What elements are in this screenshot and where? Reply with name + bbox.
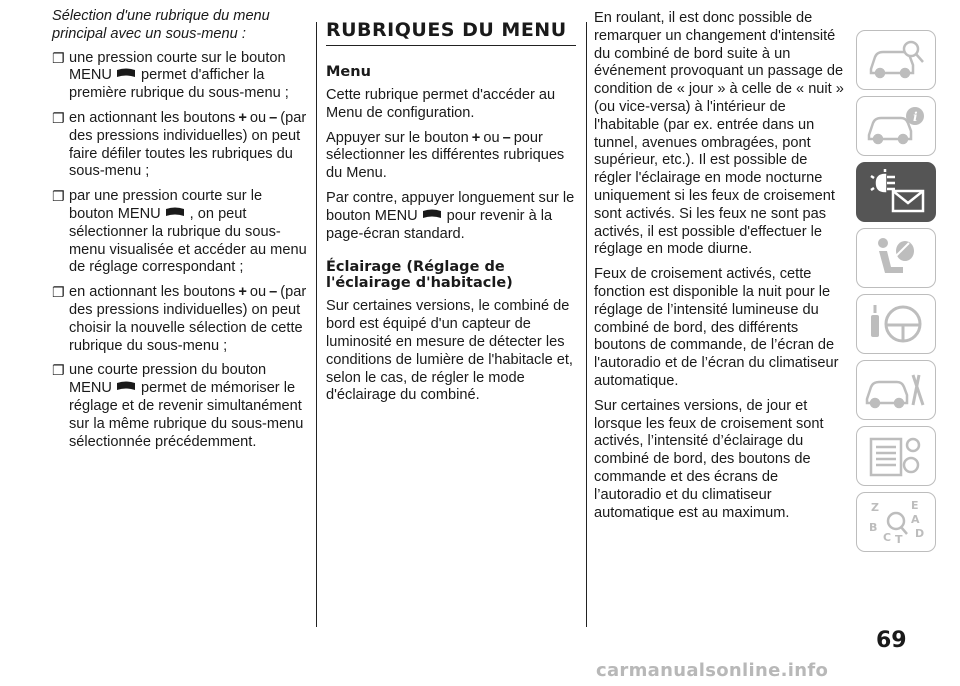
lighting-heading: Éclairage (Réglage de l'éclairage d'habitacle) (326, 259, 513, 292)
column-divider (316, 22, 317, 627)
menu-heading: Menu (326, 64, 371, 80)
submenu-intro: Sélection d'une rubrique du menu principal avec un sous-menu : (52, 8, 270, 42)
tab-driving[interactable] (856, 294, 936, 354)
list-item: ❐ par une pression courte sur le bouton MENU , on peut sélectionner la rubrique du sous-menu visualisée et accéder au menu de réglage correspondant ; (52, 188, 307, 276)
menu-button-icon (421, 209, 443, 221)
page-number: 69 (876, 628, 907, 653)
list-item: ❐ une courte pression du bouton MENU permet de mémoriser le réglage et de revenir simultanément sur la même rubrique du sous-menu sélectionnée précédemment. (52, 362, 304, 450)
car-tools-icon (863, 365, 929, 415)
tab-car-info[interactable] (856, 96, 936, 156)
checkbox-bullet-icon: ❐ (52, 284, 65, 301)
specs-gear-icon (863, 431, 929, 481)
list-item: ❐ en actionnant les boutons + ou – (par des pressions individuelles) on peut choisir la nouvelle sélection de cette rubrique du sous-menu ; (52, 284, 307, 354)
tab-index[interactable] (856, 492, 936, 552)
checkbox-bullet-icon: ❐ (52, 109, 65, 126)
steering-wheel-icon (863, 299, 929, 349)
right-paragraph-1: En roulant, il est donc possible de remarquer un changement d'intensité du combiné de bord suite à un événement provoquant un passage de condition de « jour » à celle de « nuit » (ou vice-versa) à l'intérieur de l'habitable (par ex. entrée dans un tunnel, avenues ombragées, pont supérieur, etc.). Il est possible de régler l'éclairage en mode nocturne uniquement si les feux de croisement sont activés. Si les feux ne sont pas activés, il est possible d'effectuer le réglage en mode diurne. (594, 10, 844, 258)
index-letter: C (883, 531, 892, 544)
checkbox-bullet-icon: ❐ (52, 188, 65, 205)
menu-button-icon (115, 381, 137, 393)
menu-button-icon (115, 68, 137, 80)
alphabetical-index-icon (863, 497, 929, 547)
index-letter: Z (871, 501, 879, 514)
index-letter: D (915, 527, 925, 540)
checkbox-bullet-icon: ❐ (52, 362, 65, 379)
tab-maintenance[interactable] (856, 426, 936, 486)
list-item: ❐ en actionnant les boutons + ou – (par des pressions individuelles) on peut faire défiler toutes les rubriques du sous-menu ; (52, 109, 307, 180)
section-title: RUBRIQUES DU MENU (326, 20, 576, 46)
chapter-tabs (856, 30, 938, 558)
tab-safety[interactable] (856, 228, 936, 288)
index-letter: A (911, 513, 920, 526)
checkbox-bullet-icon: ❐ (52, 49, 65, 66)
tab-warning-lights[interactable] (856, 162, 936, 222)
index-letter: B (869, 521, 878, 534)
right-paragraph-3: Sur certaines versions, de jour et lorsque les feux de croisement sont activés, l’intensité d’éclairage du combiné de bord, des boutons de commande et des écrans de l’autoradio et du climatiseur automatique est au maximum. (594, 397, 824, 521)
menu-paragraph-3: Par contre, appuyer longuement sur le bouton MENU pour revenir à la page-écran standard. (326, 189, 575, 242)
right-column (594, 10, 848, 529)
index-letter: E (911, 499, 919, 512)
right-paragraph-2: Feux de croisement activés, cette fonction est disponible la nuit pour le réglage de l’intensité lumineuse du combiné de bord, des différents boutons de commande, de l’écran de l'autoradio et de l’écran du climatiseur automatique. (594, 266, 839, 389)
svg-text:i: i (913, 110, 918, 124)
column-divider (586, 22, 587, 627)
tab-emergency[interactable] (856, 360, 936, 420)
menu-paragraph-1: Cette rubrique permet d'accéder au Menu de configuration. (326, 87, 556, 121)
middle-column (326, 20, 576, 412)
left-column (52, 8, 308, 458)
menu-paragraph-2: Appuyer sur le bouton + ou – pour sélectionner les différentes rubriques du Menu. (326, 129, 565, 182)
car-info-icon (863, 101, 929, 151)
lighting-paragraph-1: Sur certaines versions, le combiné de bord est équipé d'un capteur de luminosité en mesure de détecter les conditions de lumière de l'habitacle et, selon le cas, de régler le mode d'éclairage du combiné. (326, 298, 573, 404)
car-search-icon (863, 35, 929, 85)
tab-car-search[interactable] (856, 30, 936, 90)
index-letter: T (895, 533, 903, 546)
list-item: ❐ une pression courte sur le bouton MENU permet d'afficher la première rubrique du sous-menu ; (52, 49, 289, 102)
menu-button-icon (164, 207, 186, 219)
watermark: carmanualsonline.info (596, 660, 829, 681)
warning-light-mail-icon (863, 167, 929, 217)
seat-airbag-icon (863, 233, 929, 283)
